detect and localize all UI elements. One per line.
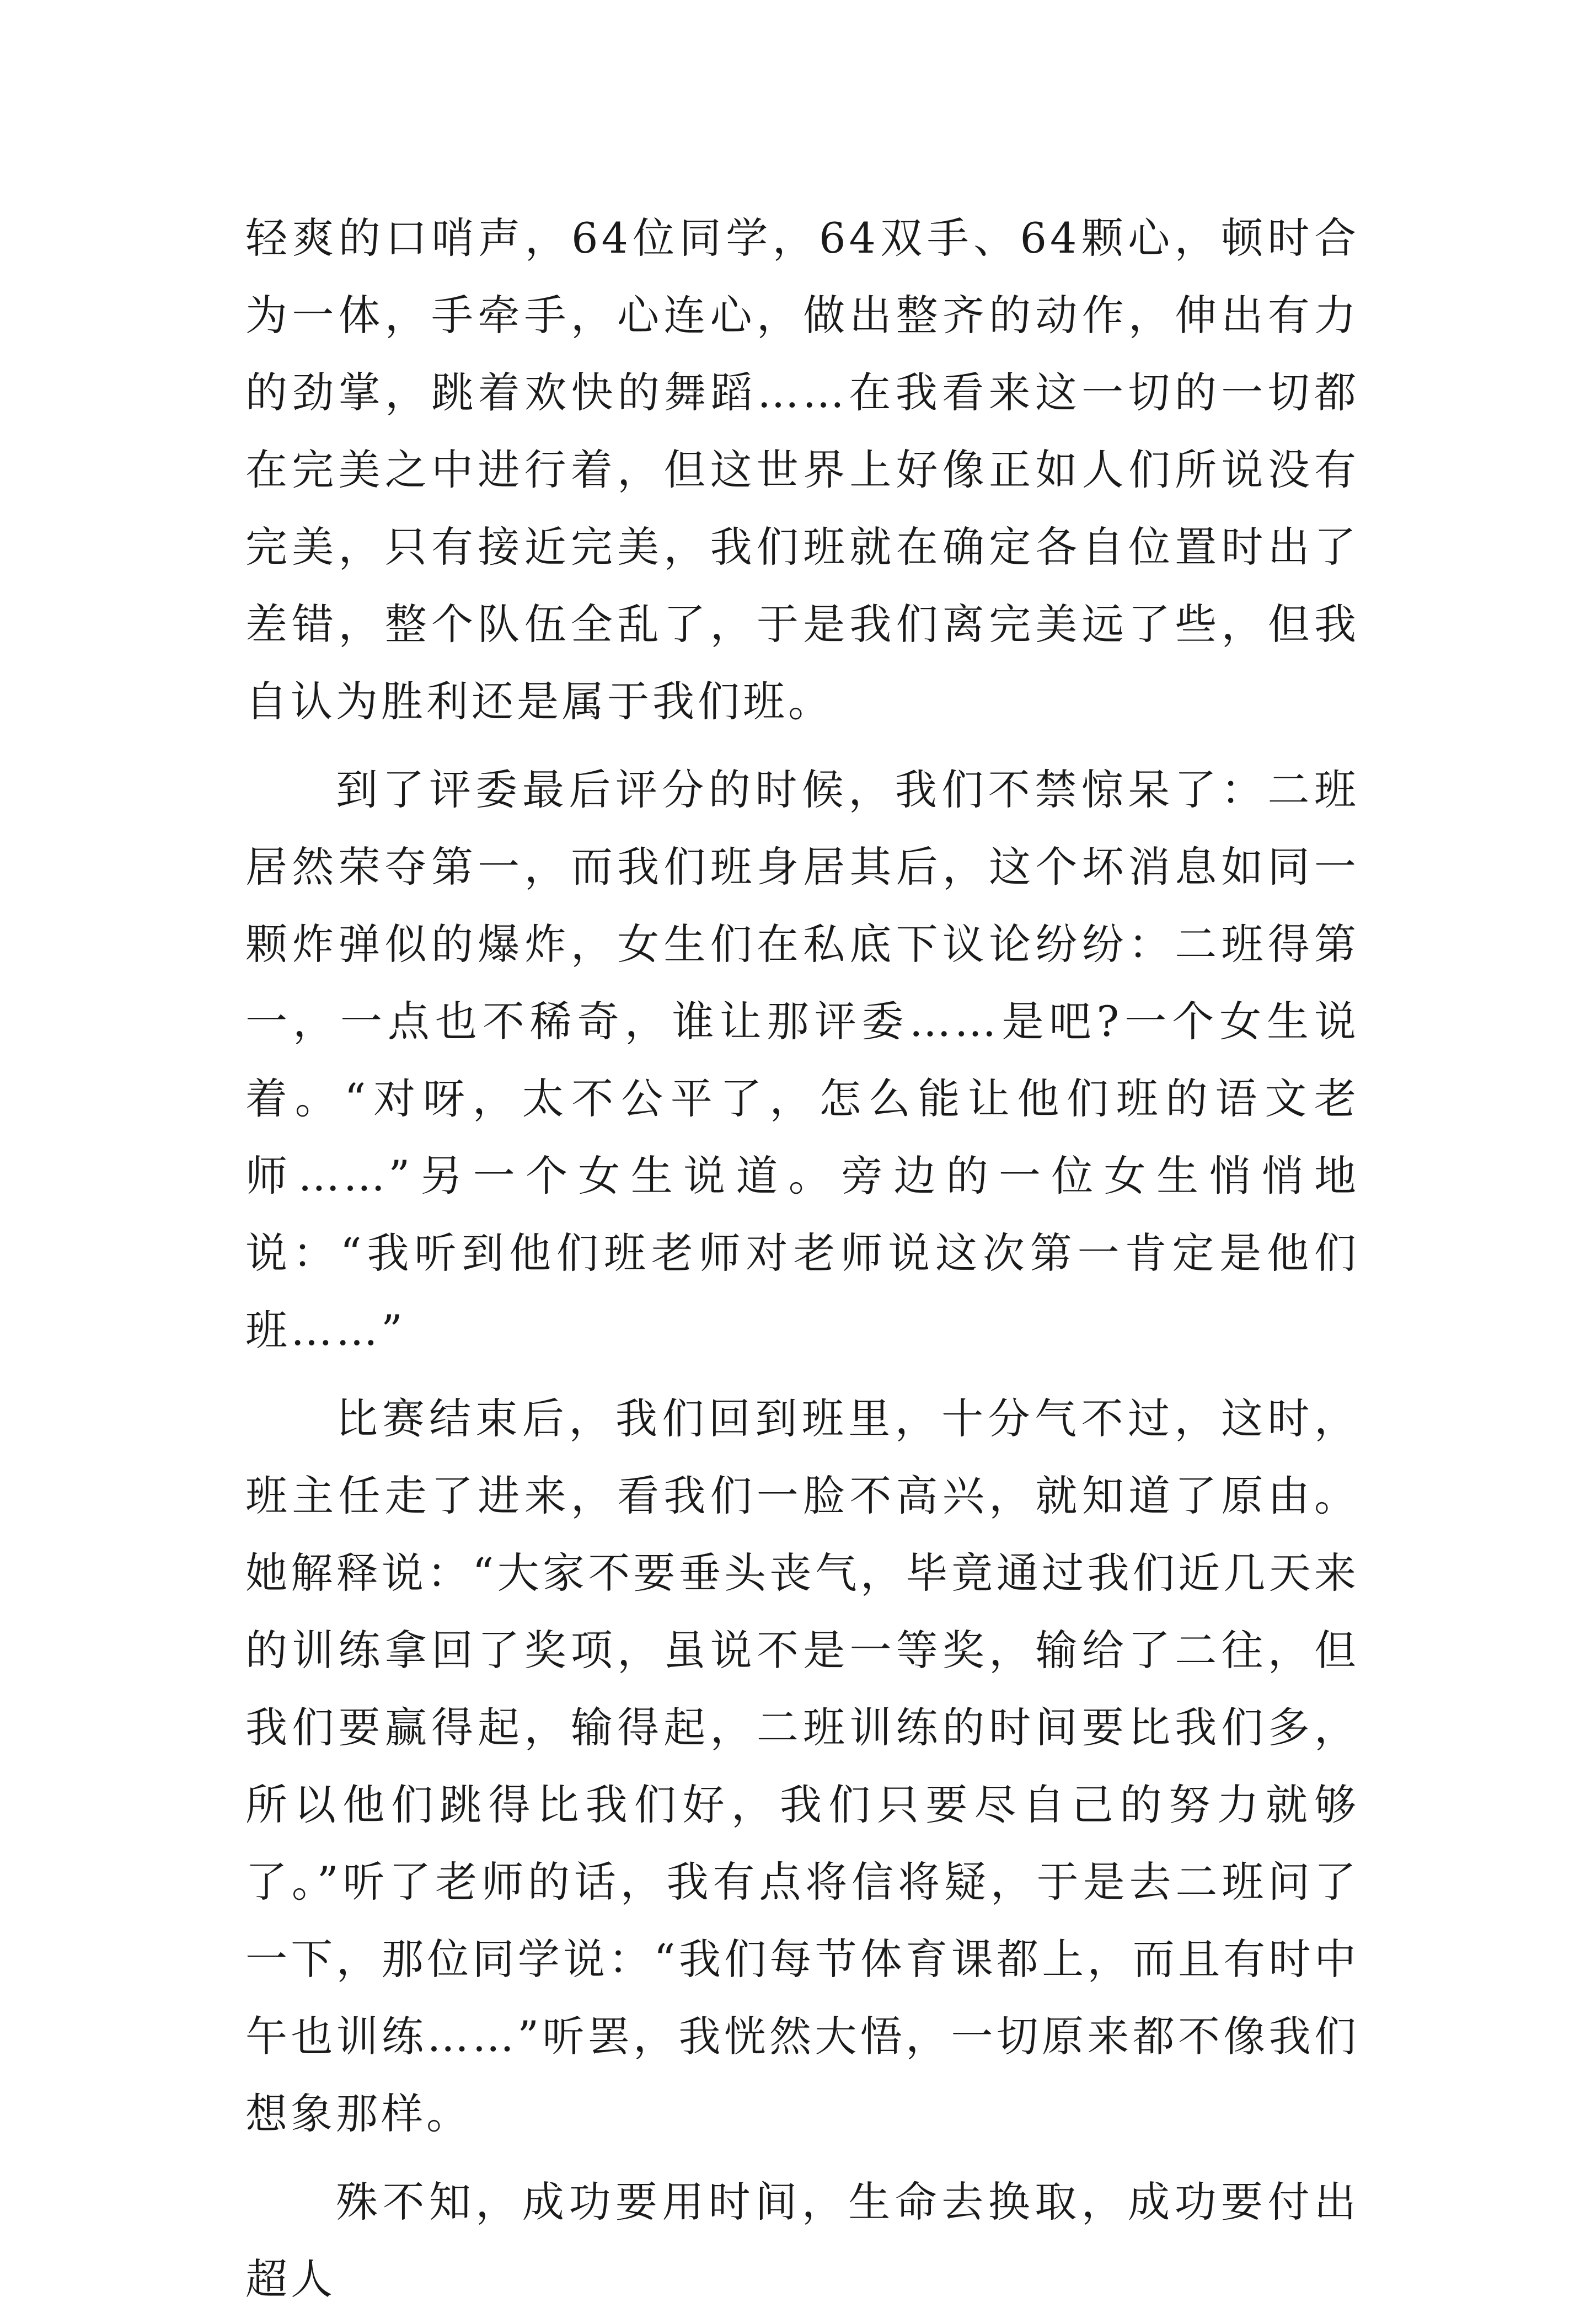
document-body xyxy=(245,200,1359,2318)
paragraph-3: 比赛结束后，我们回到班里，十分气不过，这时，班主任走了进来，看我们一脸不高兴，就知道了原由。她解释说：“大家不要垂头丧气，毕竟通过我们近几天来的训练拿回了奖项，虽说不是一等奖，输给了二往，但我们要赢得起，输得起，二班训练的时间要比我们多，所以他们跳得比我们好，我们只要尽自己的努力就够了。”听了老师的话，我有点将信将疑，于是去二班问了一下，那位同学说：“我们每节体育课都上，而且有时中午也训练……”听罢，我恍然大悟，一切原来都不像我们想象那样。 xyxy=(245,1394,1359,2138)
paragraph-1: 轻爽的口哨声，64位同学，64双手、64颗心，顿时合为一体，手牵手，心连心，做出整齐的动作，伸出有力的劲掌，跳着欢快的舞蹈……在我看来这一切的一切都在完美之中进行着，但这世界上好像正如人们所说没有完美，只有接近完美，我们班就在确定各自位置时出了差错，整个队伍全乱了，于是我们离完美远了些，但我自认为胜利还是属于我们班。 xyxy=(245,213,1359,726)
paragraph-4: 殊不知，成功要用时间，生命去换取，成功要付出超人 xyxy=(245,2177,1359,2304)
paragraph-2: 到了评委最后评分的时候，我们不禁惊呆了：二班居然荣夺第一，而我们班身居其后，这个坏消息如同一颗炸弹似的爆炸，女生们在私底下议论纷纷：二班得第一，一点也不稀奇，谁让那评委……是吧?一个女生说着。“对呀，太不公平了，怎么能让他们班的语文老师……”另一个女生说道。旁边的一位女生悄悄地说：“我听到他们班老师对老师说这次第一肯定是他们班……” xyxy=(245,765,1359,1355)
